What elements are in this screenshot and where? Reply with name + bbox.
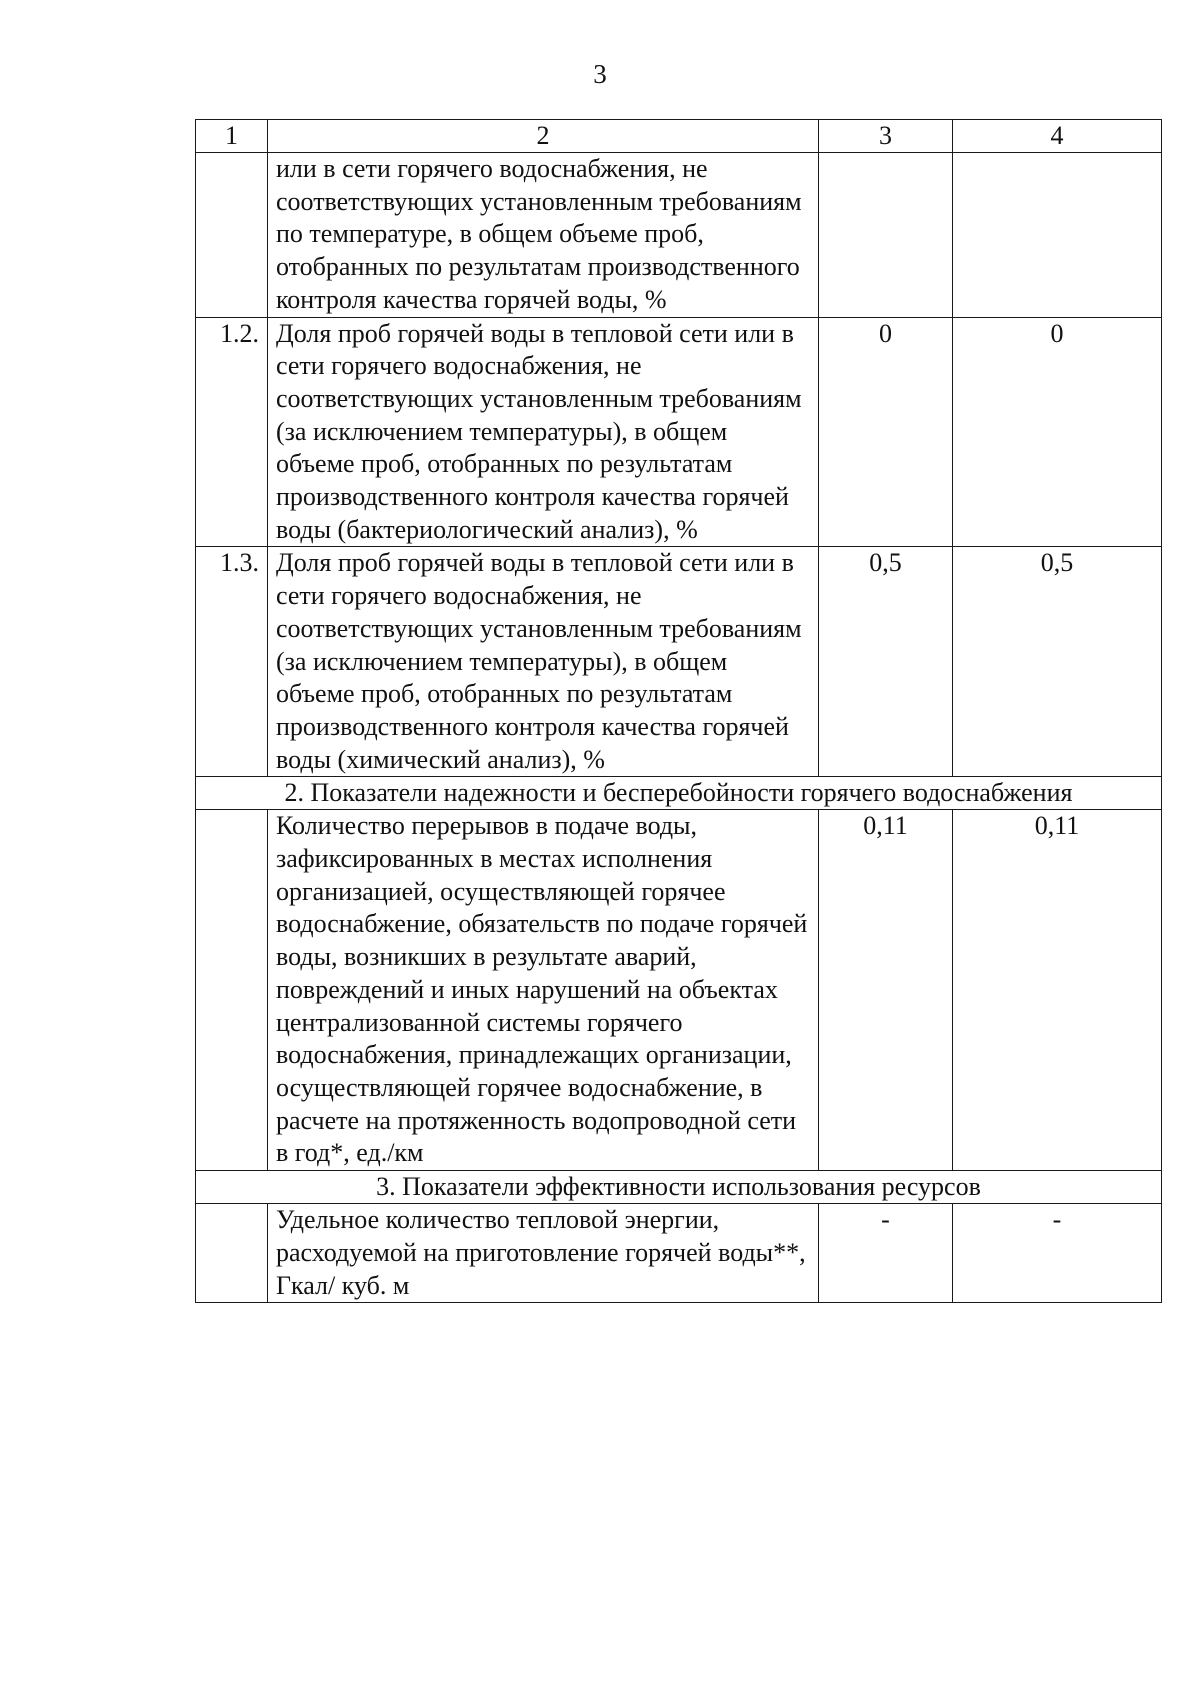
header-col-4: 4 bbox=[953, 120, 1162, 153]
row-number bbox=[196, 810, 268, 1171]
indicator-description: или в сети горячего водоснабжения, не соответствующих установленным требованиям по температуре, в общем объеме проб, отобранных по результатам производственного контроля качества горячей воды, % bbox=[268, 153, 819, 318]
table-row bbox=[196, 317, 1162, 547]
row-number bbox=[196, 153, 268, 318]
table-header-row bbox=[196, 120, 1162, 153]
value-col-3: 0 bbox=[819, 317, 953, 547]
section-header-row bbox=[196, 1171, 1162, 1204]
indicator-description: Доля проб горячей воды в тепловой сети или в сети горячего водоснабжения, не соответствующих установленным требованиям (за исключением температуры), в общем объеме проб, отобранных по результатам производственного контроля качества горячей воды (бактериологический анализ), % bbox=[268, 317, 819, 547]
section-title-reliability: 2. Показатели надежности и бесперебойности горячего водоснабжения bbox=[196, 777, 1162, 810]
value-col-3: 0,11 bbox=[819, 810, 953, 1171]
section-header-row bbox=[196, 777, 1162, 810]
row-number: 1.2. bbox=[196, 317, 268, 547]
indicators-table bbox=[195, 119, 1162, 1303]
table-row bbox=[196, 547, 1162, 777]
row-number: 1.3. bbox=[196, 547, 268, 777]
header-col-1: 1 bbox=[196, 120, 268, 153]
header-col-3: 3 bbox=[819, 120, 953, 153]
table-row bbox=[196, 810, 1162, 1171]
value-col-4: - bbox=[953, 1204, 1162, 1303]
value-col-4: 0,11 bbox=[953, 810, 1162, 1171]
value-col-3 bbox=[819, 153, 953, 318]
indicator-description: Удельное количество тепловой энергии, расходуемой на приготовление горячей воды**, Гкал/ куб. м bbox=[268, 1204, 819, 1303]
row-number bbox=[196, 1204, 268, 1303]
table-row bbox=[196, 1204, 1162, 1303]
value-col-4: 0,5 bbox=[953, 547, 1162, 777]
value-col-4: 0 bbox=[953, 317, 1162, 547]
page-number: 3 bbox=[593, 59, 607, 89]
indicator-description: Доля проб горячей воды в тепловой сети или в сети горячего водоснабжения, не соответствующих установленным требованиям (за исключением температуры), в общем объеме проб, отобранных по результатам производственного контроля качества горячей воды (химический анализ), % bbox=[268, 547, 819, 777]
value-col-3: 0,5 bbox=[819, 547, 953, 777]
value-col-3: - bbox=[819, 1204, 953, 1303]
table-row bbox=[196, 153, 1162, 318]
section-title-efficiency: 3. Показатели эффективности использования ресурсов bbox=[196, 1171, 1162, 1204]
header-col-2: 2 bbox=[268, 120, 819, 153]
indicator-description: Количество перерывов в подаче воды, зафиксированных в местах исполнения организацией, осуществляющей горячее водоснабжение, обязательств по подаче горячей воды, возникших в результате аварий, повреждений и иных нарушений на объектах централизованной системы горячего водоснабжения, принадлежащих организации, осуществляющей горячее водоснабжение, в расчете на протяженность водопроводной сети в год*, ед./км bbox=[268, 810, 819, 1171]
value-col-4 bbox=[953, 153, 1162, 318]
